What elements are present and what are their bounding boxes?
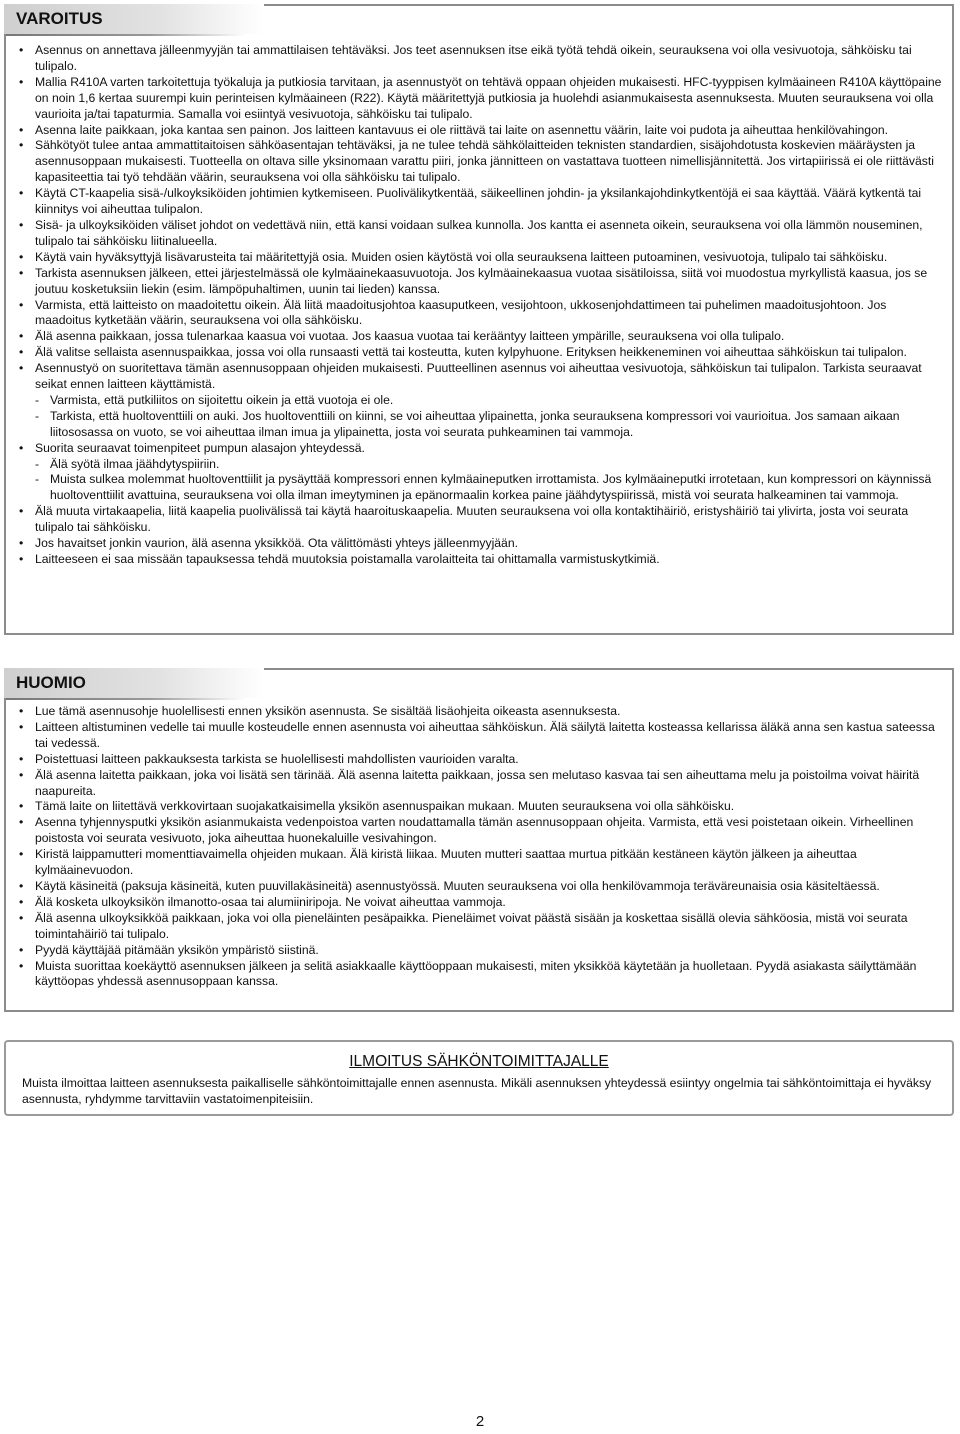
caution-title-underline (6, 698, 246, 700)
bullet-icon: • (19, 138, 24, 153)
bullet-icon: • (19, 704, 24, 718)
bullet-icon: • (19, 751, 24, 766)
caution-item-text: Lue tämä asennusohje huolellisesti ennen yksikön asennusta. Se sisältää lisäohjeita oikeasta asennuksesta. (35, 704, 621, 718)
warning-item (16, 218, 944, 250)
caution-section (4, 668, 954, 1012)
warning-subitem-text: Varmista, että putkiliitos on sijoitettu oikein ja että vuotoja ei ole. (50, 392, 394, 407)
warning-title-underline (6, 34, 246, 36)
notice-text: Muista ilmoittaa laitteen asennuksesta paikalliselle sähköntoimittajalle ennen asennusta. Mikäli asennuksen yhteydessä esiintyy ongelmia tai sähköntoimittaja ei hyväksy asennusta, ryhdymme tarvittaviin vastatoimenpiteisiin. (22, 1076, 932, 1106)
bullet-icon: • (19, 536, 24, 551)
dash-icon: - (35, 456, 40, 471)
warning-item (16, 123, 944, 139)
bullet-icon: • (19, 719, 24, 734)
bullet-icon: • (19, 958, 24, 973)
bullet-icon: • (19, 297, 24, 312)
dash-icon: - (35, 472, 40, 487)
caution-list (16, 704, 944, 990)
bullet-icon: • (19, 815, 24, 830)
caution-item (16, 943, 944, 959)
caution-title: HUOMIO (4, 668, 264, 698)
bullet-icon: • (19, 329, 24, 344)
bullet-icon: • (19, 847, 24, 862)
page-number: 2 (475, 1413, 485, 1430)
warning-item-text: Suorita seuraavat toimenpiteet pumpun alasajon yhteydessä. (35, 440, 365, 455)
warning-subitem-text: Muista sulkea molemmat huoltoventtiilit ja pysäyttää kompressori ennen kylmäaineputken irrottamista. Jos kylmäaineputki irrotetaan, kun kompressori on käynnissä huoltoventtiilit avattuina, seurauksena voi olla ilman imeytyminen ja epänormaalin korkea paine jäähdytyspiirissä, mistä voi seurata halkeaminen tai vammoja. (50, 472, 932, 503)
caution-item (16, 879, 944, 895)
warning-item (16, 266, 944, 298)
warning-subitem (35, 409, 944, 441)
caution-item-text: Älä kosketa ulkoyksikön ilmanotto-osaa tai alumiiniripoja. Ne voivat aiheuttaa vammoja. (35, 894, 506, 909)
warning-title: VAROITUS (4, 4, 264, 34)
caution-item-text: Muista suorittaa koekäyttö asennuksen jälkeen ja selitä asiakkaalle käyttöoppaan mukaisesti, miten yksikköä käytetään ja huolletaan. Pyydä asiakasta säilyttämään käyttöopas yhdessä asennusoppaan kanssa. (35, 958, 917, 989)
warning-subitem (35, 472, 944, 504)
warning-item (16, 186, 944, 218)
bullet-icon: • (19, 265, 24, 280)
warning-item (16, 441, 944, 505)
caution-item-text: Älä asenna laitetta paikkaan, joka voi lisätä sen tärinää. Älä asenna laitetta paikkaan, jossa sen melutaso kasvaa tai sen aiheuttama melu ja poistoilma voivat häiritä naapureita. (35, 767, 920, 798)
warning-item (16, 552, 944, 568)
warning-item-text: Älä valitse sellaista asennuspaikkaa, jossa voi olla runsaasti vettä tai kosteutta, kuten kylpyhuone. Erityksen heikkeneminen voi aiheuttaa sähköiskun tai tulipalon. (35, 345, 907, 360)
warning-item (16, 329, 944, 345)
bullet-icon: • (19, 504, 24, 519)
warning-item-text: Käytä CT-kaapelia sisä-/ulkoyksiköiden johtimien kytkemiseen. Puolivälikytkentää, säikeellinen johdin- ja yksilankajohdinkytkentöjä ei saa käyttää. Väärä kytkentä tai kiinnitys voi aiheuttaa tulipalon. (35, 186, 922, 217)
caution-item-text: Älä asenna ulkoyksikköä paikkaan, joka voi olla pieneläinten pesäpaikka. Pieneläimet voivat päästä sisään ja koskettaa sisällä olevia sähköosia, mistä voi seurata toimintahäiriö tai tulipalo. (35, 910, 908, 941)
warning-item-text: Sisä- ja ulkoyksiköiden väliset johdot on vedettävä niin, että kansi voidaan sulkea kunnolla. Jos kantta ei asenneta oikein, seurauksena voi olla lämmön nouseminen, tulipalo tai sähköisku liitinalueella. (35, 217, 923, 248)
bullet-icon: • (19, 361, 24, 376)
bullet-icon: • (19, 942, 24, 957)
warning-item (16, 250, 944, 266)
warning-subitem (35, 393, 944, 409)
caution-item-text: Pyydä käyttäjää pitämään yksikön ympäristö siistinä. (35, 942, 319, 957)
warning-item (16, 361, 944, 441)
warning-item (16, 138, 944, 186)
bullet-icon: • (19, 186, 24, 201)
caution-item (16, 895, 944, 911)
caution-item (16, 847, 944, 879)
caution-item-text: Poistettuasi laitteen pakkauksesta tarkista se huolellisesti mahdollisten vaurioiden varalta. (35, 751, 519, 766)
warning-item (16, 536, 944, 552)
warning-item (16, 504, 944, 536)
warning-subitem-text: Tarkista, että huoltoventtiili on auki. Jos huoltoventtiili on kiinni, se voi aiheuttaa ylipainetta, jonka seurauksena kompressori voi vaurioitua. Jos samaan aikaan liitososassa on vuoto, se voi aiheuttaa ilman imua ja ylipainetta, josta voi seurata puhkeaminen tai vammoja. (50, 408, 900, 439)
bullet-icon: • (19, 878, 24, 893)
warning-item (16, 75, 944, 123)
warning-subitem (35, 457, 944, 473)
warning-item-text: Laitteeseen ei saa missään tapauksessa tehdä muutoksia poistamalla varolaitteita tai ohittamalla varmistuskytkimiä. (35, 552, 660, 566)
caution-item (16, 799, 944, 815)
caution-item-text: Kiristä laippamutteri momenttiavaimella ohjeiden mukaan. Älä kiristä liikaa. Muuten mutteri saattaa murtua pitkään kestäneen käytön jälkeen ja aiheuttaa kylmäainevuodon. (35, 847, 857, 878)
bullet-icon: • (19, 552, 24, 566)
caution-item-text: Käytä käsineitä (paksuja käsineitä, kuten puuvillakäsineitä) asennustyössä. Muuten seurauksena voi olla henkilövammoja teräväreunaisia osia käsiteltäessä. (35, 878, 880, 893)
caution-item-text: Laitteen altistuminen vedelle tai muulle kosteudelle ennen asennusta voi aiheuttaa sähköiskun. Älä säilytä laitetta kosteassa kellarissa äläkä anna sen kastua sateessa tai vedessä. (35, 719, 935, 750)
bullet-icon: • (19, 799, 24, 814)
warning-list (16, 43, 944, 568)
warning-item-text: Tarkista asennuksen jälkeen, ettei järjestelmässä ole kylmäainekaasuvuotoja. Jos kylmäainekaasua vuotaa sisätiloissa, siitä voi muodostua myrkyllistä kaasua, jos se joutuu kosketuksiin liekin (esim. lämpöpuhaltimen, uunin tai lieden) kanssa. (35, 265, 928, 296)
warning-item-text: Asenna laite paikkaan, joka kantaa sen painon. Jos laitteen kantavuus ei ole riittävä tai laite on asennettu väärin, laite voi pudota ja aiheuttaa henkilövahingon. (35, 122, 889, 137)
warning-section (4, 4, 954, 635)
warning-subitem-text: Älä syötä ilmaa jäähdytyspiiriin. (50, 456, 220, 471)
warning-item (16, 345, 944, 361)
warning-item-text: Asennus on annettava jälleenmyyjän tai ammattilaisen tehtäväksi. Jos teet asennuksen itse eikä työtä tehdä oikein, seurauksena voi olla vesivuotoja, sähköisku tai tulipalo. (35, 43, 912, 73)
caution-item (16, 911, 944, 943)
warning-item-text: Älä asenna paikkaan, jossa tulenarkaa kaasua voi vuotaa. Jos kaasua vuotaa tai kerääntyy laitteen ympärille, seurauksena voi olla tulipalo. (35, 329, 785, 344)
caution-item (16, 720, 944, 752)
caution-item (16, 959, 944, 991)
bullet-icon: • (19, 249, 24, 264)
caution-item-text: Tämä laite on liitettävä verkkovirtaan suojakatkaisimella yksikön asennuspaikan mukaan. Muuten seurauksena voi olla sähköisku. (35, 799, 735, 814)
bullet-icon: • (19, 122, 24, 137)
bullet-icon: • (19, 345, 24, 360)
warning-item-text: Varmista, että laitteisto on maadoitettu oikein. Älä liitä maadoitusjohtoa kaasuputkeen, vesijohtoon, ukkosenjohdattimeen tai puhelimen maadoitusjohtoon. Jos maadoitus kytketään väärin, seurauksena voi olla sähköisku. (35, 297, 887, 328)
warning-item-text: Sähkötyöt tulee antaa ammattitaitoisen sähköasentajan tehtäväksi, ja ne tulee tehdä sähkölaitteiden teknisten standardien, sisäjohdotusta koskevien määräysten ja asennusoppaan mukaisesti. Tuotteella on oltava sille yksinomaan varattu piiri, jonka jännitteen on vastattava tuotteen nimellisjännitettä. Jos virtapiirissä ei ole riittävästi kapasiteettia tai työ tehdään väärin, seurauksena voi olla sähköisku tai tulipalo. (35, 138, 934, 185)
warning-item-text: Älä muuta virtakaapelia, liitä kaapelia puolivälissä tai käytä haaroituskaapelia. Muuten seurauksena voi olla kontaktihäiriö, eristyshäiriö tai ylivirta, josta voi seurata tulipalo tai sähköisku. (35, 504, 909, 535)
bullet-icon: • (19, 440, 24, 455)
bullet-icon: • (19, 894, 24, 909)
warning-item-text: Asennustyö on suoritettava tämän asennusoppaan ohjeiden mukaisesti. Puutteellinen asennus voi aiheuttaa vesivuotoja, sähköiskun tai tulipalon. Tarkista seuraavat seikat ennen laitteen käyttämistä. (35, 361, 922, 392)
warning-item-text: Jos havaitset jonkin vaurion, älä asenna yksikköä. Ota välittömästi yhteys jälleenmyyjään. (35, 536, 519, 551)
warning-item (16, 43, 944, 75)
caution-item (16, 704, 944, 720)
bullet-icon: • (19, 43, 24, 57)
warning-item-text: Mallia R410A varten tarkoitettuja työkaluja ja putkiosia tarvitaan, ja asennustyöt on tehtävä oppaan ohjeiden mukaisesti. HFC-tyyppisen kylmäaineen R410A käyttöpaine on noin 1,6 kertaa suurempi kuin perinteisen kylmäaineen (R22). Käytä määritettyjä putkiosia ja huolehdi asianmukaisesta asennuksesta. Muuten seurauksena voi olla vaurioita ja/tai tapaturmia. Samalla voi esiintyä vesivuotoja, sähköisku tai tulipalo. (35, 74, 942, 121)
bullet-icon: • (19, 217, 24, 232)
bullet-icon: • (19, 910, 24, 925)
caution-item (16, 815, 944, 847)
warning-item-text: Käytä vain hyväksyttyjä lisävarusteita tai määritettyjä osia. Muiden osien käytöstä voi olla seurauksena laitteen putoaminen, vesivuotoja, tulipalo tai sähköisku. (35, 249, 888, 264)
notice-title: ILMOITUS SÄHKÖNTOIMITTAJALLE (349, 1053, 609, 1070)
bullet-icon: • (19, 74, 24, 89)
caution-item (16, 768, 944, 800)
caution-item (16, 752, 944, 768)
notice-box (4, 1040, 954, 1116)
bullet-icon: • (19, 767, 24, 782)
warning-item (16, 298, 944, 330)
dash-icon: - (35, 392, 40, 407)
dash-icon: - (35, 408, 40, 423)
caution-item-text: Asenna tyhjennysputki yksikön asianmukaista vedenpoistoa varten noudattamalla tämän asennusoppaan ohjeita. Varmista, että vesi poistetaan oikein. Virheellinen poistosta voi seurata vesivuoto, joka aiheuttaa huonekaluille vesivahingon. (35, 815, 914, 846)
